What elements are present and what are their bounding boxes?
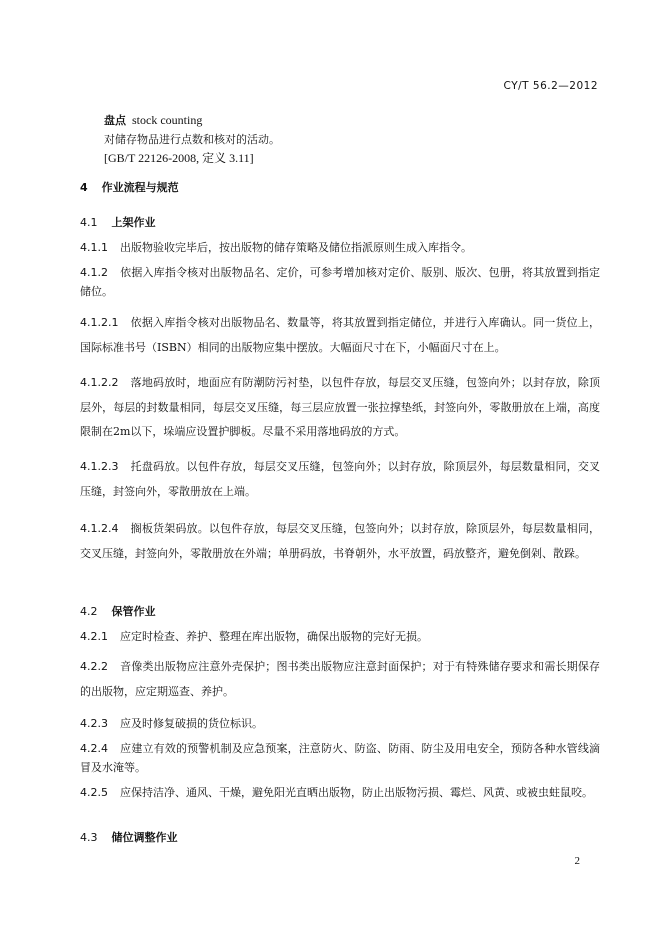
clause-4-1-2-3 bbox=[80, 455, 600, 504]
term-definition-text: 对储存物品进行点数和核对的活动。 bbox=[104, 133, 280, 146]
clause-number: 4.2.1 bbox=[80, 630, 108, 643]
section-number: 4.2 bbox=[80, 605, 98, 618]
clause-4-2-1 bbox=[80, 627, 600, 646]
clause-text: 托盘码放。以包件存放，每层交叉压缝，包签向外；以封存放，除顶层外，每层数量相同，交叉压缝，封签向外，零散册放在上端。 bbox=[80, 460, 600, 498]
term-en: stock counting bbox=[132, 113, 203, 127]
clause-text: 落地码放时，地面应有防潮防污衬垫，以包件存放，每层交叉压缝，包签向外；以封存放，除顶层外，每层的封数量相同，每层交叉压缝，每三层应放置一张拉撑垫纸，封签向外，零散册放在上端，高度限制在2m以下，垛端应设置护脚板。尽量不采用落地码放的方式。 bbox=[80, 376, 600, 438]
term-definition bbox=[104, 111, 280, 168]
section-4-2-heading bbox=[80, 603, 156, 619]
section-number: 4.3 bbox=[80, 831, 98, 844]
clause-text: 应建立有效的预警机制及应急预案，注意防火、防盗、防雨、防尘及用电安全，预防各种水管线滴冒及水淹等。 bbox=[80, 742, 600, 774]
clause-text: 依据入库指令核对出版物品名、数量等，将其放置到指定储位，并进行入库确认。同一货位上， 国际标准书号（ISBN）相同的出版物应集中摆放。大幅面尺寸在下，小幅面尺寸在上。 bbox=[80, 316, 600, 354]
clause-number: 4.1.2.1 bbox=[80, 316, 119, 329]
clause-4-2-5 bbox=[80, 783, 600, 802]
section-4-3-heading bbox=[80, 829, 178, 845]
clause-number: 4.2.5 bbox=[80, 786, 108, 799]
clause-number: 4.1.2.3 bbox=[80, 460, 119, 473]
clause-text: 依据入库指令核对出版物品名、定价，可参考增加核对定价、版别、版次、包册，将其放置到指定储位。 bbox=[80, 266, 600, 298]
section-number: 4 bbox=[80, 181, 88, 194]
section-title: 保管作业 bbox=[111, 605, 156, 618]
term-reference: [GB/T 22126-2008, 定义 3.11] bbox=[104, 151, 254, 165]
clause-4-2-3 bbox=[80, 714, 600, 733]
clause-text: 出版物验收完毕后，按出版物的储存策略及储位指派原则生成入库指令。 bbox=[120, 241, 472, 254]
clause-4-1-2-1 bbox=[80, 311, 600, 360]
page-number: 2 bbox=[574, 855, 580, 867]
term-zh: 盘点 bbox=[104, 114, 126, 127]
section-4-1-heading bbox=[80, 214, 156, 230]
clause-number: 4.1.1 bbox=[80, 241, 108, 254]
clause-4-1-2 bbox=[80, 263, 600, 301]
section-title: 上架作业 bbox=[111, 216, 156, 229]
clause-4-2-2 bbox=[80, 655, 600, 704]
clause-number: 4.1.2.4 bbox=[80, 522, 119, 535]
clause-4-2-4 bbox=[80, 739, 600, 777]
section-title: 储位调整作业 bbox=[111, 831, 178, 844]
clause-4-1-2-2 bbox=[80, 371, 600, 445]
clause-number: 4.1.2.2 bbox=[80, 376, 119, 389]
clause-number: 4.2.2 bbox=[80, 660, 108, 673]
clause-text: 应定时检查、养护、整理在库出版物，确保出版物的完好无损。 bbox=[120, 630, 428, 643]
section-number: 4.1 bbox=[80, 216, 98, 229]
clause-number: 4.2.4 bbox=[80, 742, 108, 755]
clause-number: 4.2.3 bbox=[80, 717, 108, 730]
clause-text: 应及时修复破损的货位标识。 bbox=[120, 717, 263, 730]
standard-code: CY/T 56.2—2012 bbox=[503, 80, 598, 92]
clause-text: 应保持洁净、通风、干燥，避免阳光直晒出版物，防止出版物污损、霉烂、风黄、或被虫蛀鼠咬。 bbox=[120, 786, 593, 799]
clause-text: 音像类出版物应注意外壳保护；图书类出版物应注意封面保护；对于有特殊储存要求和需长期保存的出版物，应定期巡查、养护。 bbox=[80, 660, 600, 698]
clause-4-1-2-4 bbox=[80, 517, 600, 566]
clause-number: 4.1.2 bbox=[80, 266, 108, 279]
section-title: 作业流程与规范 bbox=[101, 181, 179, 194]
section-4-heading bbox=[80, 179, 179, 195]
clause-4-1-1 bbox=[80, 238, 600, 257]
clause-text: 搁板货架码放。以包件存放，每层交叉压缝，包签向外；以封存放，除顶层外，每层数量相同，交叉压缝，封签向外，零散册放在外端；单册码放，书脊朝外，水平放置，码放整齐，避免倒剁、散跺。 bbox=[80, 522, 600, 560]
